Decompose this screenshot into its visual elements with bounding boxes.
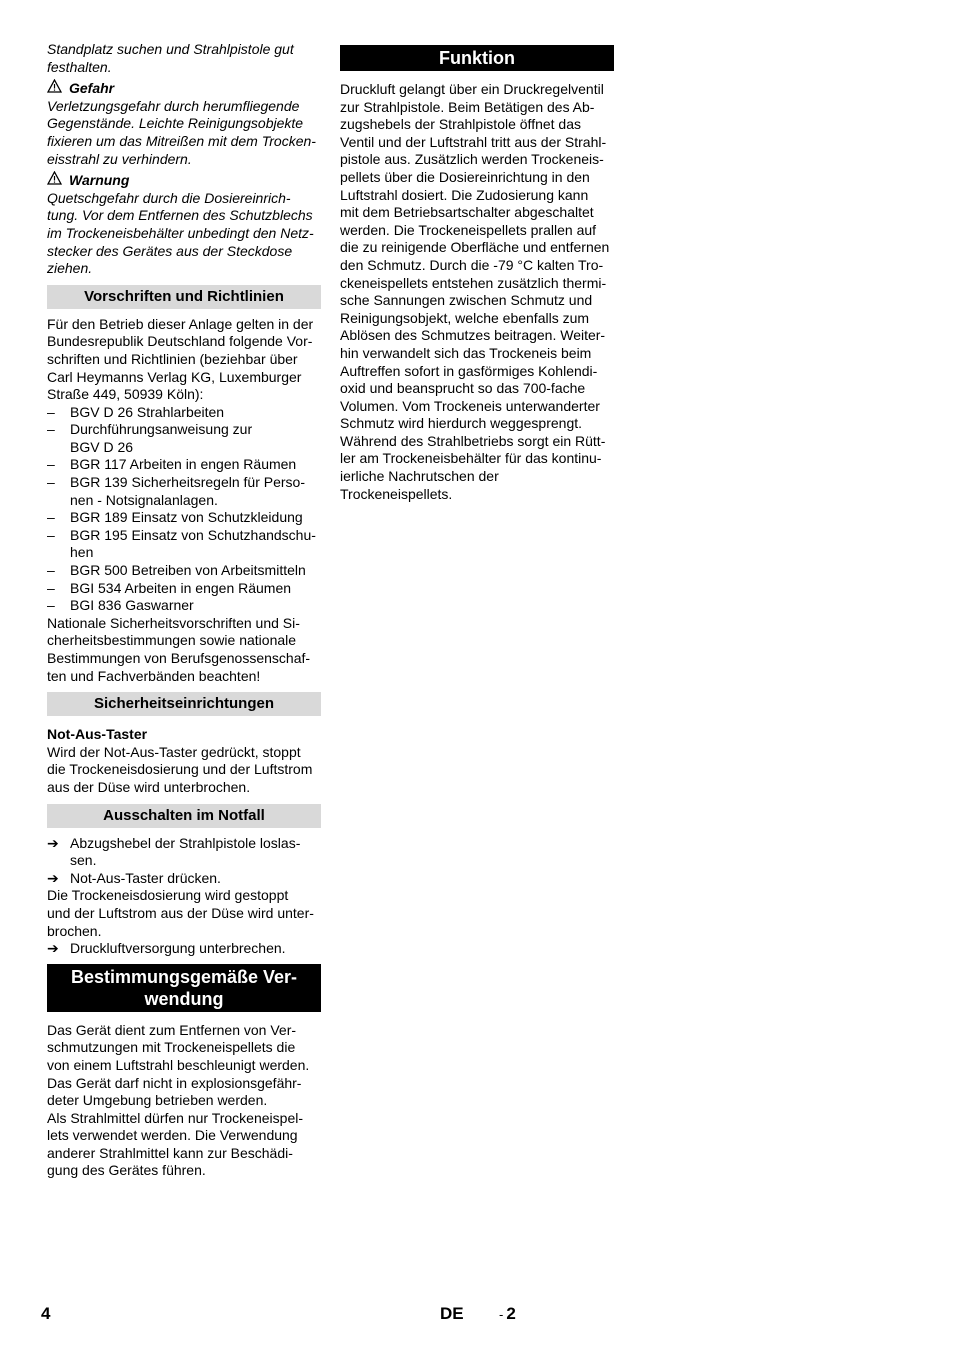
language-code: DE xyxy=(440,1304,464,1323)
gefahr-heading xyxy=(47,79,321,98)
list-item: – BGV D 26 Strahlarbeiten xyxy=(47,404,321,422)
list-item: – BGR 117 Arbeiten in engen Räumen xyxy=(47,456,321,474)
notfall-middle-text: Die Trockeneisdosierung wird gestoppt und der Luftstrom aus der Düse wird unter- brochen. xyxy=(47,887,314,939)
page-number: 4 xyxy=(41,1304,51,1323)
notfall-heading: Ausschalten im Notfall xyxy=(47,804,321,828)
sicherheit-text: Wird der Not-Aus-Taster gedrückt, stoppt die Trockeneisdosierung und der Luftstrom aus der Düse wird unterbrochen. xyxy=(47,743,313,795)
gefahr-label: Gefahr xyxy=(69,79,115,96)
warnung-text: Quetschgefahr durch die Dosiereinrich- tung. Vor dem Entfernen des Schutzblechs im Trockeneisbehälter unbedingt den Netz- stecker des Gerätes aus der Steckdose ziehen. xyxy=(47,189,314,277)
intro-text: Standplatz suchen und Strahlpistole gut festhalten. xyxy=(47,41,294,75)
list-item: – BGI 836 Gaswarner xyxy=(47,597,321,615)
bestimmung-text: Das Gerät dient zum Entfernen von Ver- schmutzungen mit Trockeneispellets die von einem Luftstrahl beschleunigt werden. Das Gerät darf nicht in explosionsgefähr- deter Umgebung betrieben werden. Als Strahlmittel dürfen nur Trockeneispel- lets verwendet werden. Die Verwendung anderer Strahlmittel kann zur Beschädi- gung des Gerätes führen. xyxy=(47,1021,310,1179)
arrow-right-icon: ➔ xyxy=(47,869,59,886)
sub-page-value: 2 xyxy=(506,1304,516,1323)
page-footer xyxy=(41,1305,621,1329)
warnung-label: Warnung xyxy=(69,171,130,188)
warning-triangle-icon xyxy=(47,171,63,190)
list-item: – BGI 534 Arbeiten in engen Räumen xyxy=(47,580,321,598)
right-column xyxy=(340,41,614,503)
left-column xyxy=(47,41,321,1180)
sub-page-dash: - xyxy=(499,1307,504,1322)
not-aus-subheading: Not-Aus-Taster xyxy=(47,726,148,743)
list-item: – BGR 500 Betreiben von Arbeitsmitteln xyxy=(47,562,321,580)
gefahr-text: Verletzungsgefahr durch herumfliegende Gegenstände. Leichte Reinigungsobjekte fixieren um das Mitreißen mit dem Trocken- eisstrahl zu verhindern. xyxy=(47,97,316,167)
warning-triangle-icon xyxy=(47,79,63,98)
funktion-text: Druckluft gelangt über ein Druckregelventil zur Strahlpistole. Beim Betätigen des Ab- zugshebels der Strahlpistole öffnet das Ventil und der Luftstrahl tritt aus der Strahl- pistole aus. Zusätzlich werden Trockeneis- pellets über die Dosiereinrichtung in den Luftstrahl dosiert. Die Zudosierung kann mit dem Betriebsartschalter abgeschaltet werden. Die Trockeneispellets prallen auf die zu reinigende Oberfläche und entfernen den Schmutz. Durch die -79 °C kalten Tro- ckeneispellets entstehen zusätzlich thermi- sche Sannungen zwischen Schmutz und Reinigungsobjekt, welche ebenfalls zum Ablösen des Schmutzes beitragen. Weiter- hin verwandelt sich das Trockeneis beim Auftreffen sofort in gasförmiges Kohlendi- oxid und beansprucht so das 700-fache Volumen. Vom Trockeneis unterwanderter Schmutz wird hierdurch weggesprengt. Während des Strahlbetriebs sorgt ein Rütt- ler am Trockeneisbehälter für das kontinu- ierliche Nachrutschen der Trockeneispellets. xyxy=(340,81,610,502)
notfall-step-text: Druckluftversorgung unterbrechen. xyxy=(70,940,286,957)
sub-page-number xyxy=(499,1305,516,1324)
list-item: – BGR 189 Einsatz von Schutzkleidung xyxy=(47,509,321,527)
list-item: – Durchführungsanweisung zur BGV D 26 xyxy=(47,421,321,456)
bestimmung-heading: Bestimmungsgemäße Ver- wendung xyxy=(47,964,321,1012)
vorschriften-heading: Vorschriften und Richtlinien xyxy=(47,285,321,309)
vorschriften-outro: Nationale Sicherheitsvorschriften und Si- cherheitsbestimmungen sowie nationale Bestimmungen von Berufsgenossenschaf- ten und Fachverbänden beachten! xyxy=(47,614,311,684)
list-item: – BGR 139 Sicherheitsregeln für Perso- nen - Notsignalanlagen. xyxy=(47,474,321,509)
sicherheit-heading: Sicherheitseinrichtungen xyxy=(47,692,321,716)
notfall-step-text: Abzugshebel der Strahlpistole loslas- sen. xyxy=(70,834,301,869)
warnung-heading xyxy=(47,171,321,190)
notfall-step xyxy=(47,940,321,958)
list-item: – BGR 195 Einsatz von Schutzhandschu- hen xyxy=(47,527,321,562)
notfall-step-text: Not-Aus-Taster drücken. xyxy=(70,869,221,886)
arrow-right-icon: ➔ xyxy=(47,834,59,851)
arrow-right-icon: ➔ xyxy=(47,940,59,957)
notfall-step xyxy=(47,870,321,888)
notfall-step xyxy=(47,835,321,870)
vorschriften-intro: Für den Betrieb dieser Anlage gelten in der Bundesrepublik Deutschland folgende Vor- schriften und Richtlinien (beziehbar über Carl Heymanns Verlag KG, Luxemburger Straße 449, 50939 Köln): xyxy=(47,315,314,403)
funktion-heading: Funktion xyxy=(340,45,614,71)
vorschriften-list xyxy=(47,404,321,615)
